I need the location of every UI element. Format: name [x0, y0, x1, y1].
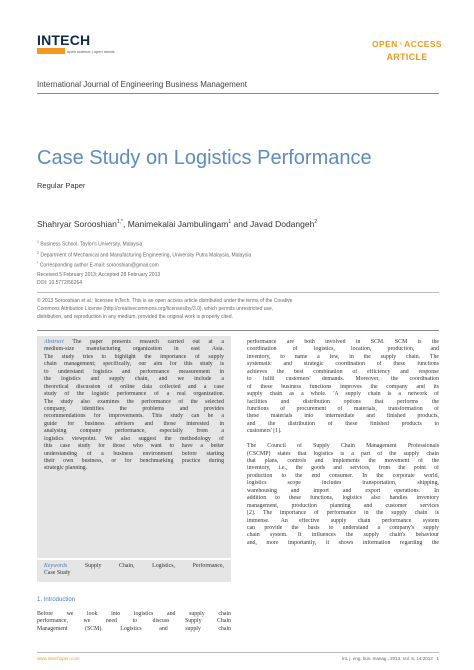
affiliation-2: $^2$ Department of Mechanical and Manufacturing Engineering, University Putra Malaysia, Malaysia: [37, 250, 252, 259]
journal-name: International Journal of Engineering Business Management: [37, 80, 247, 89]
doi[interactable]: DOI: 10.5772/56264: [37, 280, 83, 286]
open-lock-icon: [400, 37, 402, 50]
introduction-text: Before we look into logistics and supply chain performance, we need to discuss Supply Chain Management (SCM). Logistics and supply chain: [37, 611, 231, 632]
open-access-badge: [372, 37, 442, 62]
affiliations: [37, 238, 251, 270]
publisher-logo: [37, 33, 115, 54]
author-3: Javad Dodangeh: [250, 219, 315, 229]
keywords: Keywords Supply Chain, Logistics, Performance, Case Study: [44, 563, 224, 577]
abstract-label: Abstract: [44, 339, 64, 345]
license-rule: [37, 292, 439, 293]
author-3-affiliation: 2: [314, 219, 318, 226]
publisher-logo-bar: [37, 48, 115, 54]
keywords-label: Keywords: [44, 563, 68, 569]
author-1: Shahryar Sorooshian: [37, 219, 117, 229]
author-2: Manimekalai Jambulingam: [127, 219, 229, 229]
open-access-open: OPEN: [372, 38, 398, 49]
paper-type: Regular Paper: [37, 181, 86, 190]
footer-citation-text: Int. j. eng. bus. manag., 2013, Vol. 5, 14:2013: [341, 656, 433, 661]
page-number: 1: [436, 656, 439, 661]
paper-title: Case Study on Logistics Performance: [37, 147, 372, 169]
abstract-line-1: Abstract The paper presents research carried out at a: [44, 339, 224, 345]
article-meta: [37, 271, 160, 287]
license-text: © 2013 Sorooshian et al.; licensee InTech. This is an open access article distributed under the terms of the Creative Commons Attribution License (http://creativecommons.org/licenses/by/3.0), which permits unrestricted use, distribution, and reproduction in any medium, provided the original work is properly cited.: [37, 298, 293, 320]
publisher-name: INTECH: [37, 32, 91, 48]
author-list: Shahryar Sorooshian$^{1,*}$, Manimekalai Jambulingam$^1$ and Javad Dodangeh$^2$: [37, 219, 318, 229]
footer-citation: [300, 656, 439, 661]
section-rule: [37, 330, 439, 331]
header-rule: [37, 93, 439, 94]
abstract: Abstract The paper presents research carried out at a medium-size manufacturing organization in east Asia. The study tries to highlight the importance of supply chain management; specifically, our aim for this study is to understand logistics and performance measurement in the logistics and supply chain, and we include a theoretical discussion of online data collected and a case study of the logistic performance of a real organization. The study also examines the performance of the selected company, identifies the problems and provides recommendations for improvements. This study can be a guide for business advisers and those interested in analysing company performance, especially from a logistics viewpoint. We also suggest the methodology of this case study for those who want to have a better understanding of a business environment before starting their own business, or for benchmarking practice during strategic planning.: [44, 339, 224, 472]
open-access-access: ACCESS: [404, 38, 442, 49]
footer-website-link[interactable]: www.intechopen.com: [37, 656, 80, 661]
publisher-tagline: open science | open minds: [67, 48, 115, 54]
author-1-affiliation: 1,*: [116, 219, 123, 226]
author-2-affiliation: 1: [228, 219, 232, 226]
corresponding-author: * Corresponding author E-mail: sorooshian@gmail.com: [37, 261, 159, 269]
logo-accent-bar: [37, 48, 65, 54]
footer-rule: [37, 652, 439, 653]
received-dates: Received 5 February 2013; Accepted 28 February 2013: [37, 272, 161, 278]
affiliation-1: $^1$ Business School, Taylor's University, Malaysia: [37, 240, 143, 248]
right-column-text: performance are both involved in SCM. SCM is the coordination of logistics, location, production, and inventory, to name a few, in the supply chain. The systematic and strategic coordination of these functions achieves the best combination of efficiency and response to fulfil customers' demands. Moreover, the coordination of these business functions improves the company and its supply chain as a whole. 'A supply chain is a network of facilities and distribution options that performs the functions of procurement of materials, transformation of these materials into intermediate and finished products, and the distribution of these finished products to customers' [1]. The Council of Supply Chain Management Professionals (CSCMP) states that logistics is a part of the supply chain that plans, controls and implements the movement of the inventory, i.e., the goods and services, from the point of production to the end consumer. In the corporate world, logistics scope includes transportation, shipping, warehousing and import and export operations. In addition to these functions, logistics also handles inventory management, production planning and customer services [2]. The importance of performance in the supply chain is immense. An effective supply chain performance system can provide the basis to understand a company's supply chain system. It influences the supply chain's behaviour and, more importantly, it shows information regarding the: [247, 339, 439, 546]
section-heading-introduction: 1. Introduction: [37, 597, 76, 603]
open-access-article: ARTICLE: [386, 52, 428, 62]
